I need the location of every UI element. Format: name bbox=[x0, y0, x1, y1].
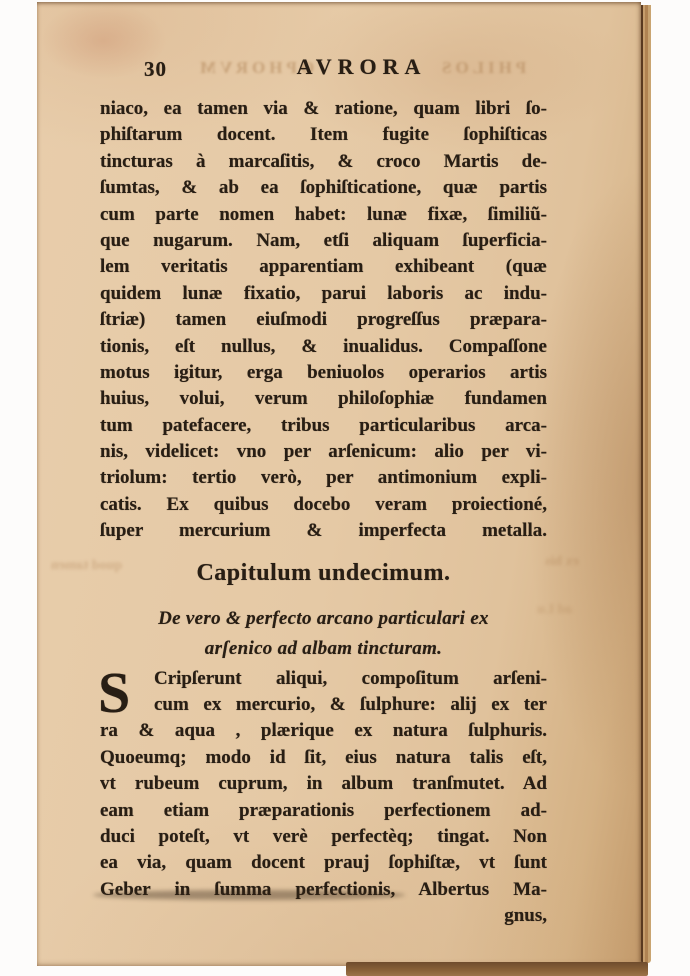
text-line: lem veritatis apparentiam exhibeant (quæ bbox=[100, 256, 547, 278]
paragraph-first bbox=[100, 96, 547, 545]
text-line: Geber in ſumma perfectionis, Albertus Ma- bbox=[100, 878, 547, 900]
text-line: ra & aqua , plærique ex natura ſulphuris. bbox=[100, 720, 547, 742]
text-line: Quoeumq; modo id ſit, eius natura talis eſt, bbox=[100, 746, 547, 768]
text-line: cum ex mercurio, & ſulphure: alij ex ter bbox=[154, 694, 547, 716]
text-line: huius, volui, verum philoſophiæ fundamen bbox=[100, 388, 547, 410]
text-line: triolum: tertio verò, per antimonium expli- bbox=[100, 467, 547, 489]
text-line: catis. Ex quibus docebo veram proiectioné, bbox=[100, 493, 547, 515]
page-number: 30 bbox=[144, 57, 167, 81]
subtitle-line: arſenico ad albam tincturam. bbox=[204, 637, 443, 659]
bleed-through-left: OPHORVM bbox=[196, 58, 315, 77]
text-line: quidem lunæ fixatio, parui laboris ac indu- bbox=[100, 282, 547, 304]
bottom-pages-edge bbox=[346, 962, 648, 976]
text-line: cum parte nomen habet: lunæ fixæ, ſimiliũ- bbox=[100, 203, 547, 225]
text-line: duci poteſt, vt verè perfectèq; tingat. Non bbox=[100, 825, 547, 847]
text-line: ea via, quam docent prauj ſophiſtæ, vt ſunt bbox=[100, 852, 547, 874]
subtitle-line: De vero & perfecto arcano particulari ex bbox=[158, 607, 489, 629]
text-line: tincturas à marcaſitis, & croco Martis de- bbox=[100, 150, 547, 172]
stacked-pages-edge bbox=[641, 5, 651, 963]
bleed-through-margin-right-2: ad Lu bbox=[537, 602, 573, 617]
book-paper-sheet bbox=[37, 2, 641, 966]
text-line: ſtriæ) tamen eiuſmodi progreſſus præpara- bbox=[100, 309, 547, 331]
text-line: eam etiam præparationis perfectionem ad- bbox=[100, 799, 547, 821]
text-block bbox=[100, 96, 547, 930]
text-line: ſumtas, & ab ea ſophiſticatione, quæ partis bbox=[100, 177, 547, 199]
bleed-through-right: PHILOS bbox=[438, 58, 527, 77]
text-line: phiſtarum docent. Item fugite ſophiſticas bbox=[100, 124, 547, 146]
text-line: Cripſerunt aliqui, compoſitum arſeni- bbox=[154, 667, 547, 689]
text-line: ſuper mercurium & imperfecta metalla. bbox=[100, 520, 547, 542]
bleed-through-margin-left: quod tamen bbox=[51, 558, 123, 573]
text-line: tum patefacere, tribus particularibus arca- bbox=[100, 414, 547, 436]
bleed-through-margin-right: ex his bbox=[545, 554, 579, 569]
ink-smudge bbox=[93, 890, 405, 900]
text-line: niaco, ea tamen via & ratione, quam libri ſo- bbox=[100, 98, 547, 119]
drop-cap-initial: S bbox=[98, 659, 131, 725]
page-header bbox=[100, 52, 547, 86]
chapter-subtitle bbox=[100, 604, 547, 664]
text-line: nis, videlicet: vno per arſenicum: alio per vi- bbox=[100, 441, 547, 463]
chapter-heading: Capitulum undecimum. bbox=[196, 559, 451, 586]
text-line: vt rubeum cuprum, in album tranſmutet. Ad bbox=[100, 773, 547, 795]
text-line: motus igitur, erga beniuolos operarios artis bbox=[100, 361, 547, 383]
text-line: tionis, eſt nullus, & inualidus. Compaſſone bbox=[100, 335, 547, 357]
catchword: gnus, bbox=[504, 905, 547, 927]
running-title: AVRORA bbox=[296, 54, 427, 79]
text-line: que nugarum. Nam, etſi aliquam ſuperficia- bbox=[100, 229, 547, 251]
